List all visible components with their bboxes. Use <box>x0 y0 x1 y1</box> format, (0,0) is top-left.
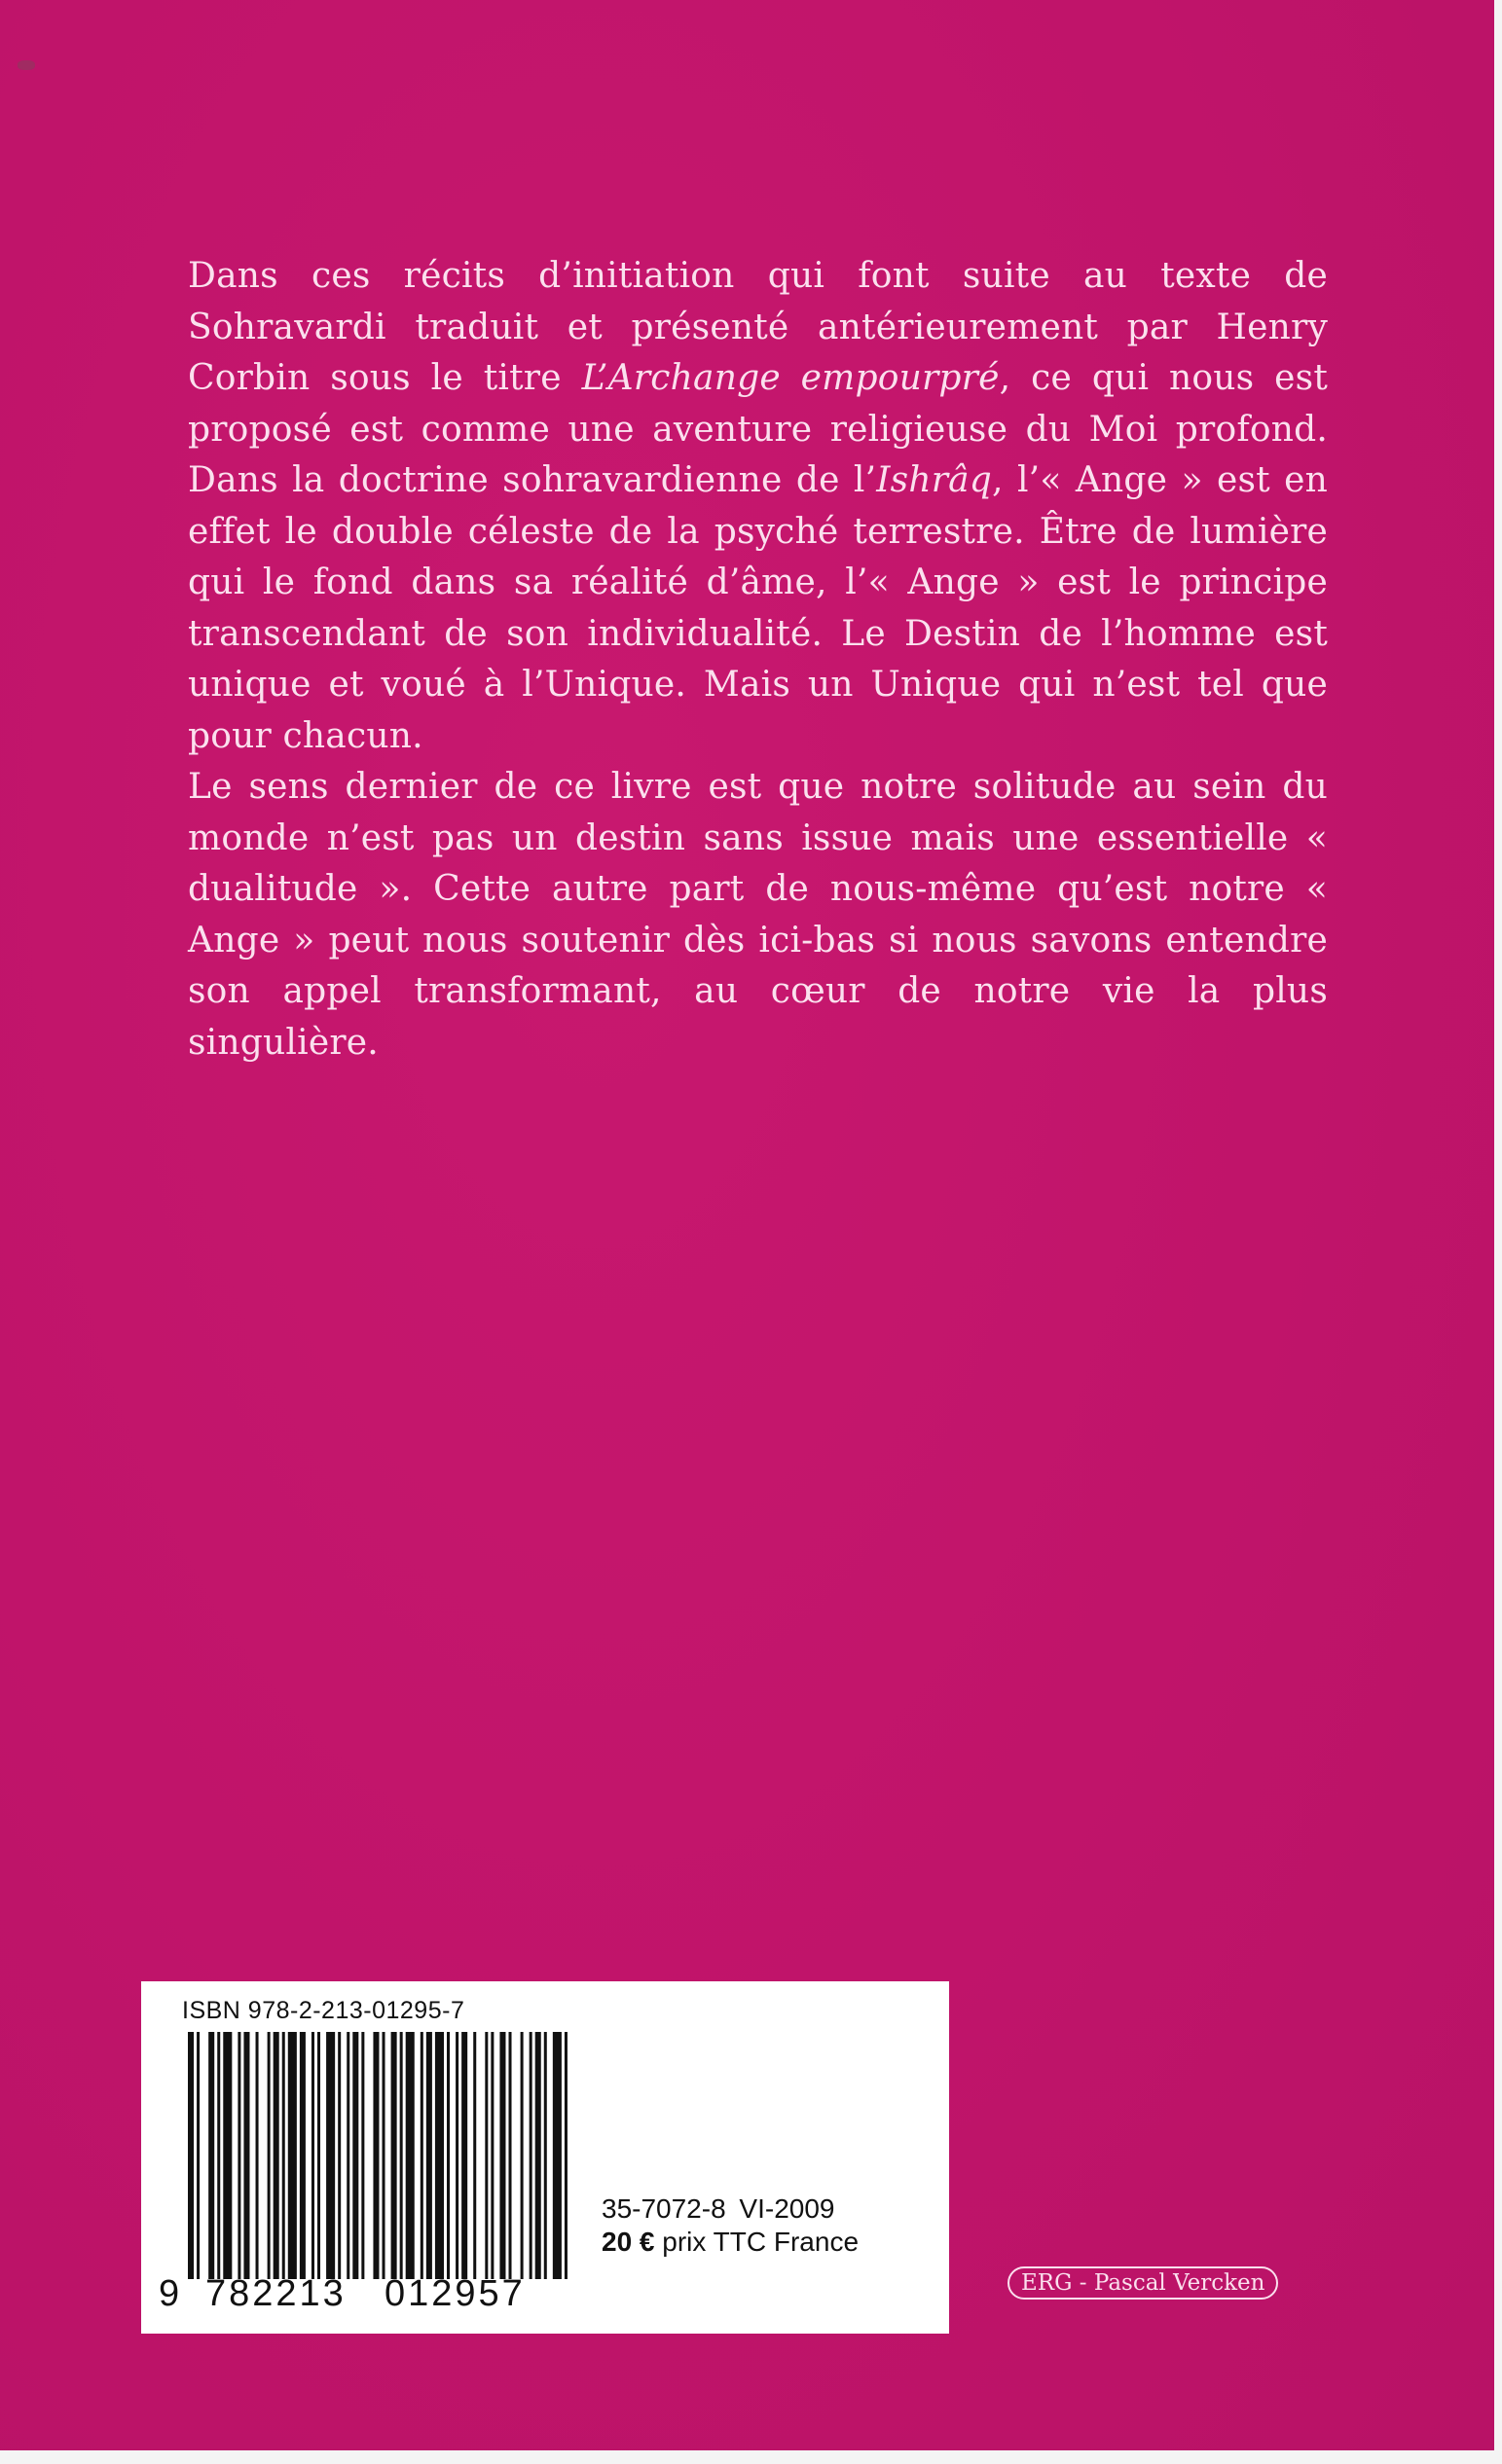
ishraq-term: Ishrâq <box>876 460 993 500</box>
barcode-bar <box>347 2032 349 2279</box>
barcode-bar <box>208 2032 214 2279</box>
blurb-text <box>188 251 1328 1069</box>
blurb-p1-part-a: Dans ces récits d’initiation qui font suite au texte de Sohravardi traduit et présenté antérieurement par Henry Corbin sous le titre <box>188 256 1328 398</box>
barcode-bar <box>421 2032 423 2279</box>
cover-credit: ERG - Pascal Vercken <box>1007 2266 1278 2300</box>
barcode-bar <box>565 2032 568 2279</box>
barcode-bar <box>391 2032 397 2279</box>
barcode-bar <box>217 2032 220 2279</box>
barcode-bar <box>383 2032 385 2279</box>
barcode-bar <box>491 2032 494 2279</box>
barcode-bar <box>473 2032 476 2279</box>
barcode-bar <box>288 2032 297 2279</box>
blurb-p2-text: Le sens dernier de ce livre est que notre solitude au sein du monde n’est pas un destin sans issue mais une essentielle « dualitude ». Cette autre part de nous-même qu’est notre « Ange » peut nous soutenir dès ici-bas si nous savons entendre son appel transformant, au cœur de notre vie la plus singulière. <box>188 767 1328 1063</box>
barcode-bar <box>338 2032 341 2279</box>
barcode-bar <box>188 2032 194 2279</box>
barcode-bar <box>274 2032 279 2279</box>
barcode-bar <box>485 2032 488 2279</box>
barcode-bar <box>311 2032 314 2279</box>
barcode-bar <box>373 2032 379 2279</box>
barcode-label <box>141 1981 949 2334</box>
barcode-bar <box>553 2032 562 2279</box>
barcode-bar <box>456 2032 458 2279</box>
barcode-bar <box>317 2032 320 2279</box>
ean-right-digits: 012957 <box>385 2273 526 2314</box>
blurb-p1-part-c: , l’« Ange » est en effet le double céleste de la psyché terrestre. Être de lumière qui le fond dans sa réalité d’âme, l’« Ange » est le principe transcendant de son individualité. Le Destin de l’homme est unique et voué à l’Unique. Mais un Unique qui n’est tel que pour chacun. <box>188 460 1328 756</box>
blurb-paragraph-2 <box>188 762 1328 1069</box>
ean-first-digit: 9 <box>159 2273 180 2314</box>
blurb-paragraph-1 <box>188 251 1328 762</box>
book-title-reference: L’Archange empourpré <box>581 358 1000 398</box>
barcode-bar <box>223 2032 232 2279</box>
barcode-bar <box>243 2032 249 2279</box>
barcode-bar <box>426 2032 432 2279</box>
barcode-bar <box>326 2032 335 2279</box>
barcode-bar <box>447 2032 450 2279</box>
barcode-bar <box>461 2032 467 2279</box>
barcode-bar <box>300 2032 306 2279</box>
barcode-bar <box>352 2032 358 2279</box>
price-amount: 20 € <box>602 2227 655 2257</box>
blurb-p1-part-b: , ce qui nous est proposé est comme une aventure religieuse du Moi profond. Dans la doctrine sohravardienne de l’ <box>188 358 1329 500</box>
barcode-bar <box>282 2032 285 2279</box>
barcode-bar <box>406 2032 415 2279</box>
product-code: 35-7072-8 VI-2009 <box>602 2193 835 2224</box>
barcode-bar <box>530 2032 532 2279</box>
print-speck <box>18 60 35 70</box>
barcode-bar <box>400 2032 403 2279</box>
barcode-bar <box>509 2032 512 2279</box>
price-label <box>602 2227 859 2258</box>
price-suffix: prix TTC France <box>654 2227 860 2257</box>
page-edge-right <box>1494 0 1502 2464</box>
barcode-bars <box>188 2032 573 2279</box>
barcode-bar <box>544 2032 547 2279</box>
barcode-bar <box>197 2032 200 2279</box>
ean-left-digits: 782213 <box>205 2273 347 2314</box>
barcode-bar <box>435 2032 444 2279</box>
barcode-bar <box>238 2032 240 2279</box>
barcode-bar <box>268 2032 271 2279</box>
barcode-bar <box>499 2032 505 2279</box>
barcode-bar <box>535 2032 541 2279</box>
isbn-number: ISBN 978-2-213-01295-7 <box>182 1997 465 2024</box>
barcode-bar <box>521 2032 524 2279</box>
page-edge-bottom <box>0 2450 1502 2464</box>
barcode-bar <box>361 2032 364 2279</box>
barcode-bar <box>256 2032 259 2279</box>
